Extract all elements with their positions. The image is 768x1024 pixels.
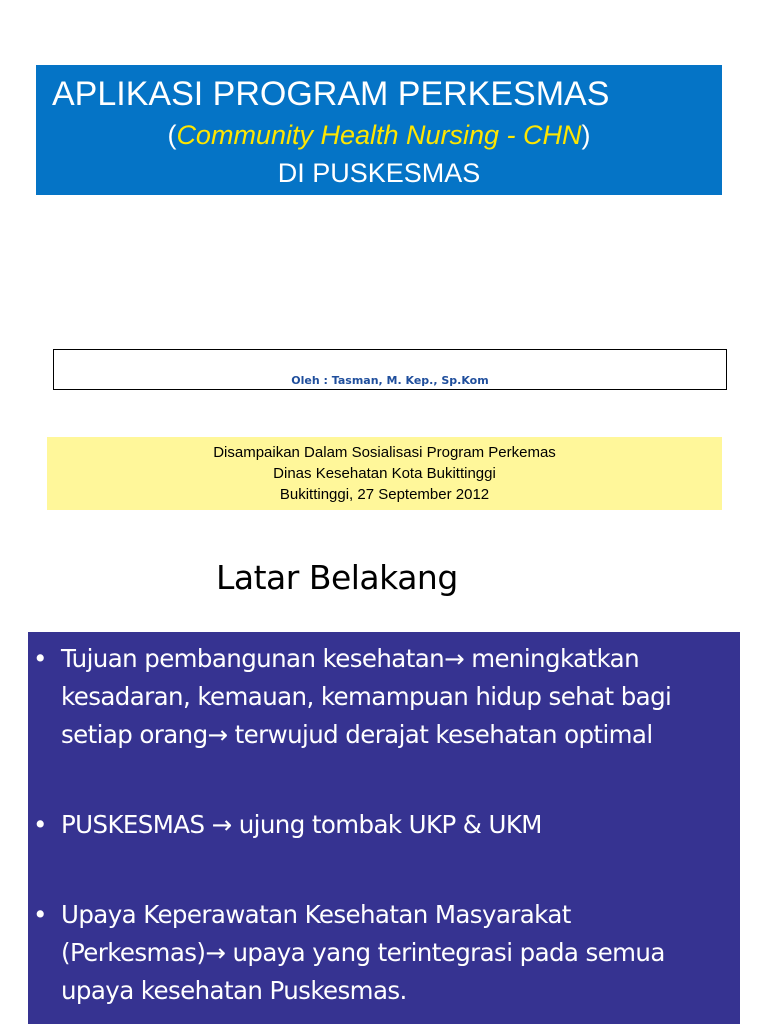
author-text: Oleh : Tasman, M. Kep., Sp.Kom bbox=[291, 374, 489, 387]
bullet-dot-icon: • bbox=[33, 644, 47, 673]
title-subtitle-close-paren: ) bbox=[581, 120, 591, 150]
section-heading: Latar Belakang bbox=[216, 558, 458, 597]
event-line-3: Bukittinggi, 27 September 2012 bbox=[279, 486, 490, 503]
title-subtitle-italic: Community Health Nursing - CHN bbox=[176, 120, 582, 150]
author-box bbox=[53, 349, 727, 390]
title-main: APLIKASI PROGRAM PERKESMAS bbox=[52, 75, 610, 113]
bullet-text: Tujuan pembangunan kesehatan→ meningkatkan kesadaran, kemauan, kemampuan hidup sehat bagi setiap orang→ terwujud derajat kesehatan optimal bbox=[61, 644, 672, 749]
event-info-box bbox=[47, 437, 722, 510]
event-line-2: Dinas Kesehatan Kota Bukittinggi bbox=[273, 465, 496, 482]
bullet-text: PUSKESMAS → ujung tombak UKP & UKM bbox=[61, 810, 542, 839]
event-line-1: Disampaikan Dalam Sosialisasi Program Perkemas bbox=[213, 444, 556, 461]
bullet-text: Upaya Keperawatan Kesehatan Masyarakat (Perkesmas)→ upaya yang terintegrasi pada semua upaya kesehatan Puskesmas. bbox=[61, 900, 665, 1005]
title-subtitle-open-paren: ( bbox=[167, 120, 177, 150]
bullet-dot-icon: • bbox=[33, 810, 47, 839]
title-banner bbox=[36, 65, 722, 195]
bullet-dot-icon: • bbox=[33, 900, 47, 929]
title-location: DI PUSKESMAS bbox=[277, 158, 481, 188]
content-panel bbox=[28, 632, 740, 1024]
title-subtitle bbox=[36, 120, 722, 151]
